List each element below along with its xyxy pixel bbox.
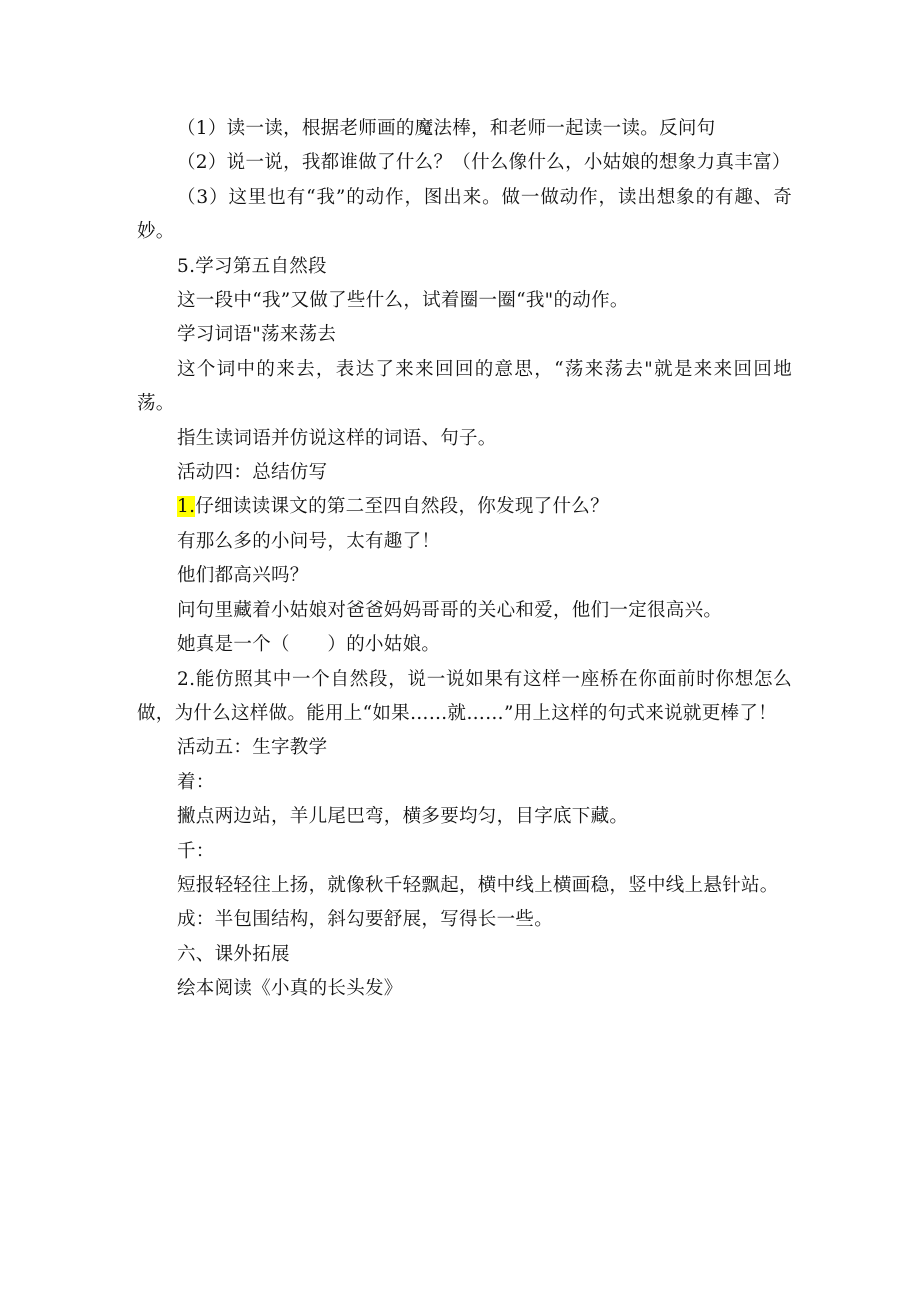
paragraph-numbered	[137, 490, 792, 524]
paragraph: 2.能仿照其中一个自然段，说一说如果有这样一座桥在你面前时你想怎么做，为什么这样做。能用上“如果……就……”用上这样的句式来说就更棒了！	[137, 668, 792, 724]
paragraph: （1）读一读，根据老师画的魔法棒，和老师一起读一读。反问句	[177, 118, 716, 139]
section-heading: 活动四：总结仿写	[177, 462, 328, 484]
section-heading: 活动五：生字教学	[177, 737, 328, 759]
paragraph: （2）说一说，我都谁做了什么？（什么像什么，小姑娘的想象力真丰富）	[177, 152, 791, 174]
paragraph-text: 仔细读读课文的第二至四自然段，你发现了什么？	[195, 496, 609, 518]
paragraph: 成：半包围结构，斜勾要舒展，写得长一些。	[177, 909, 554, 931]
paragraph: （3）这里也有“我”的动作，图出来。做一做动作，读出想象的有趣、奇妙。	[137, 186, 792, 243]
document-body	[137, 112, 792, 1007]
paragraph: 这一段中“我”又做了些什么，试着圈一圈“我"的动作。	[177, 290, 629, 312]
paragraph: 千：	[177, 840, 215, 862]
paragraph: 问句里藏着小姑娘对爸爸妈妈哥哥的关心和爱，他们一定很高兴。	[177, 599, 723, 621]
section-heading: 5.学习第五自然段	[177, 255, 327, 277]
paragraph: 学习词语"荡来荡去	[177, 324, 337, 346]
paragraph: 撇点两边站，羊儿尾巴弯，横多要均匀，目字底下藏。	[177, 806, 629, 828]
paragraph: 着：	[177, 771, 215, 793]
paragraph: 她真是一个（ ）的小姑娘。	[177, 634, 441, 656]
paragraph: 指生读词语并仿说这样的词语、句子。	[177, 427, 497, 449]
paragraph: 绘本阅读《小真的长头发》	[177, 978, 403, 1000]
paragraph: 短报轻轻往上扬，就像秋千轻飘起，横中线上横画稳，竖中线上悬针站。	[177, 874, 779, 896]
paragraph: 他们都高兴吗？	[177, 565, 309, 587]
paragraph: 这个词中的来去，表达了来来回回的意思，“荡来荡去"就是来来回回地荡。	[137, 358, 792, 415]
highlighted-number: 1.	[177, 496, 196, 518]
paragraph: 有那么多的小问号，太有趣了！	[177, 530, 441, 552]
section-heading: 六、课外拓展	[177, 943, 290, 965]
